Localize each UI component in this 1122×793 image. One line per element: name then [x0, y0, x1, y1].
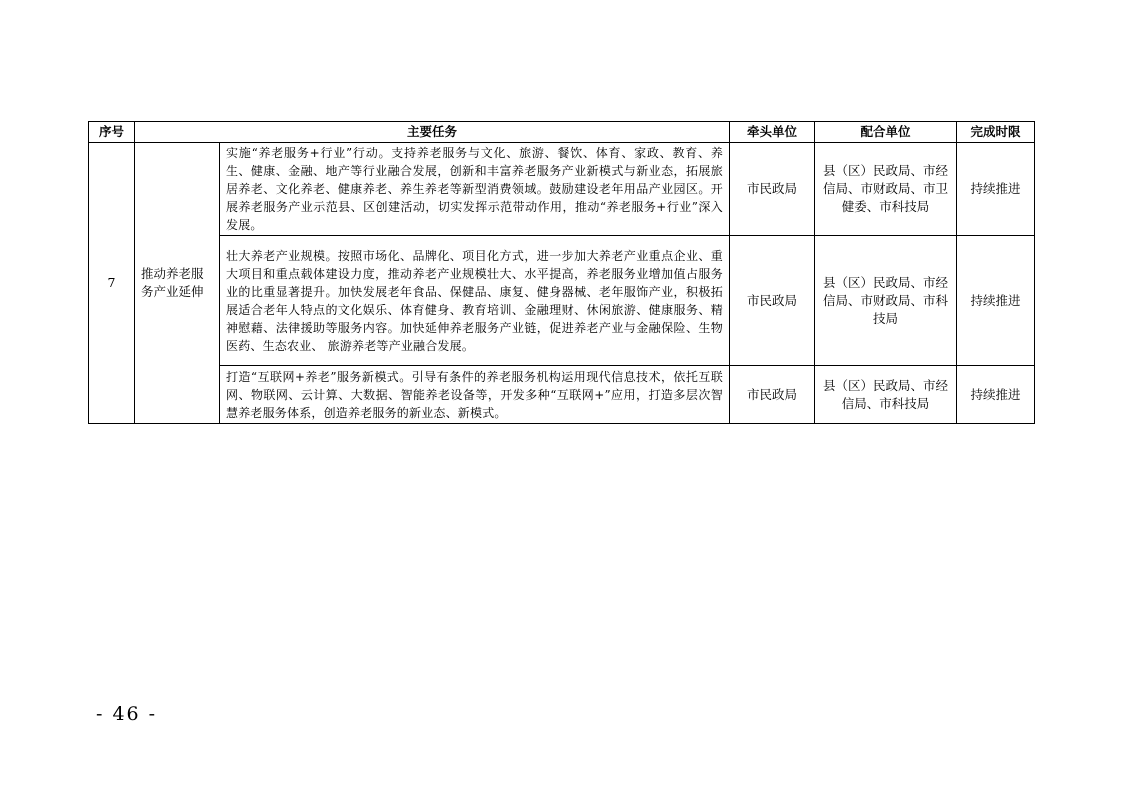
lead-unit-cell: 市民政局 — [730, 236, 815, 366]
table-row — [89, 143, 1035, 236]
coop-unit-cell: 县（区）民政局、市经信局、市科技局 — [815, 366, 957, 424]
coop-unit-cell: 县（区）民政局、市经信局、市财政局、市科技局 — [815, 236, 957, 366]
deadline-cell: 持续推进 — [957, 236, 1035, 366]
deadline-cell: 持续推进 — [957, 366, 1035, 424]
header-deadline: 完成时限 — [957, 122, 1035, 143]
header-coop-unit: 配合单位 — [815, 122, 957, 143]
lead-unit-cell: 市民政局 — [730, 366, 815, 424]
seq-cell: 7 — [89, 143, 135, 424]
coop-unit-cell: 县（区）民政局、市经信局、市财政局、市卫健委、市科技局 — [815, 143, 957, 236]
page-number: - 46 - — [96, 703, 158, 725]
header-lead-unit: 牵头单位 — [730, 122, 815, 143]
header-main-task: 主要任务 — [135, 122, 730, 143]
task-table — [88, 121, 1035, 424]
table-row — [89, 236, 1035, 366]
deadline-cell: 持续推进 — [957, 143, 1035, 236]
task-description: 打造“互联网+养老”服务新模式。引导有条件的养老服务机构运用现代信息技术，依托互联网、物联网、云计算、大数据、智能养老设备等，开发多种“互联网+”应用，打造多层次智慧养老服务体系，创造养老服务的新业态、新模式。 — [220, 366, 730, 424]
table-header-row — [89, 122, 1035, 143]
header-seq: 序号 — [89, 122, 135, 143]
lead-unit-cell: 市民政局 — [730, 143, 815, 236]
task-description: 壮大养老产业规模。按照市场化、品牌化、项目化方式，进一步加大养老产业重点企业、重大项目和重点载体建设力度，推动养老产业规模壮大、水平提高，养老服务业增加值占服务业的比重显著提升。加快发展老年食品、保健品、康复、健身器械、老年服饰产业，积极拓展适合老年人特点的文化娱乐、体育健身、教育培训、金融理财、休闲旅游、健康服务、精神慰藉、法律援助等服务内容。加快延伸养老服务产业链，促进养老产业与金融保险、生物医药、生态农业、 旅游养老等产业融合发展。 — [220, 236, 730, 366]
category-cell: 推动养老服务产业延伸 — [135, 143, 220, 424]
task-description: 实施“养老服务+行业”行动。支持养老服务与文化、旅游、餐饮、体育、家政、教育、养生、健康、金融、地产等行业融合发展，创新和丰富养老服务产业新模式与新业态，拓展旅居养老、文化养老、健康养老、养生养老等新型消费领域。鼓励建设老年用品产业园区。开展养老服务产业示范县、区创建活动，切实发挥示范带动作用，推动“养老服务+行业”深入发展。 — [220, 143, 730, 236]
table-row — [89, 366, 1035, 424]
